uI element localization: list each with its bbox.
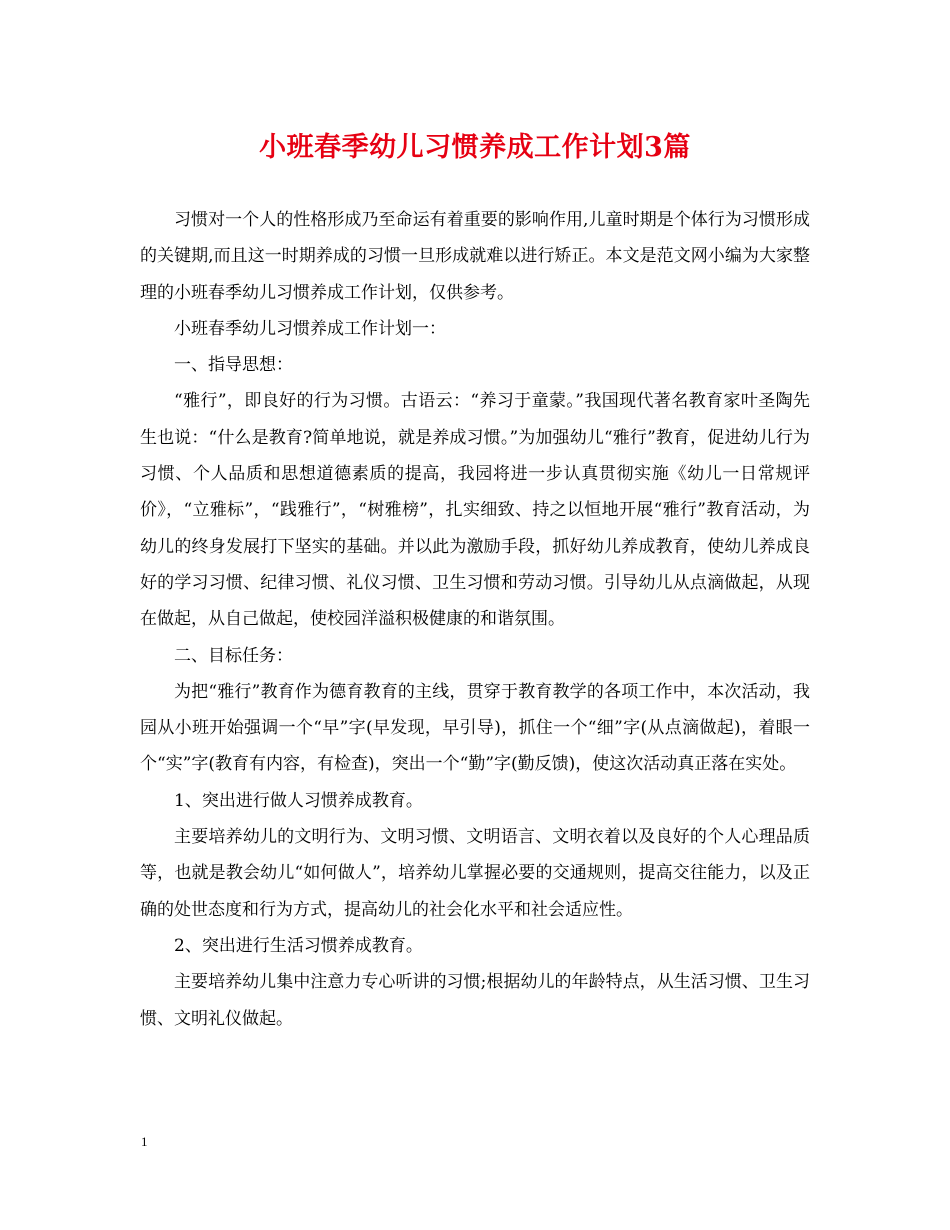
paragraph-item-1-body: 主要培养幼儿的文明行为、文明习惯、文明语言、文明衣着以及良好的个人心理品质等，也就是教会幼儿“如何做人”，培养幼儿掌握必要的交通规则，提高交往能力，以及正确的处世态度和行为方式，提高幼儿的社会化水平和社会适应性。 [140, 827, 810, 920]
page-number: 1 [141, 1134, 148, 1149]
document-title: 小班春季幼儿习惯养成工作计划3篇 [259, 132, 691, 163]
paragraph-intro: 习惯对一个人的性格形成乃至命运有着重要的影响作用,儿童时期是个体行为习惯形成的关键期,而且这一时期养成的习惯一旦形成就难以进行矫正。本文是范文网小编为大家整理的小班春季幼儿习惯养成工作计划，仅供参考。 [140, 210, 810, 303]
paragraph-item-2-heading: 2、突出进行生活习惯养成教育。 [174, 935, 423, 956]
paragraph-section-2-heading: 二、目标任务： [174, 645, 293, 666]
paragraph-item-2-body: 主要培养幼儿集中注意力专心听讲的习惯;根据幼儿的年龄特点，从生活习惯、卫生习惯、文明礼仪做起。 [140, 972, 810, 1029]
paragraph-section-1-heading: 一、指导思想： [174, 355, 293, 376]
document-body [140, 202, 810, 1037]
paragraph-item-1-heading: 1、突出进行做人习惯养成教育。 [174, 790, 423, 811]
paragraph-goals: 为把“雅行”教育作为德育教育的主线，贯穿于教育教学的各项工作中，本次活动，我园从小班开始强调一个“早”字(早发现，早引导)，抓住一个“细”字(从点滴做起)，着眼一个“实”字(教育有内容，有检查)，突出一个“勤”字(勤反馈)，使这次活动真正落在实处。 [140, 681, 810, 775]
paragraph-plan-heading: 小班春季幼儿习惯养成工作计划一： [174, 318, 446, 339]
paragraph-guiding-ideology: “雅行”，即良好的行为习惯。古语云：“养习于童蒙。”我国现代著名教育家叶圣陶先生也说：“什么是教育?简单地说，就是养成习惯。”为加强幼儿“雅行”教育，促进幼儿行为习惯、个人品质和思想道德素质的提高，我园将进一步认真贯彻实施《幼儿一日常规评价》，“立雅标”，“践雅行”，“树雅榜”，扎实细致、持之以恒地开展“雅行”教育活动，为幼儿的终身发展打下坚实的基础。并以此为激励手段，抓好幼儿养成教育，使幼儿养成良好的学习习惯、纪律习惯、礼仪习惯、卫生习惯和劳动习惯。引导幼儿从点滴做起，从现在做起，从自己做起，使校园洋溢积极健康的和谐氛围。 [140, 391, 810, 630]
